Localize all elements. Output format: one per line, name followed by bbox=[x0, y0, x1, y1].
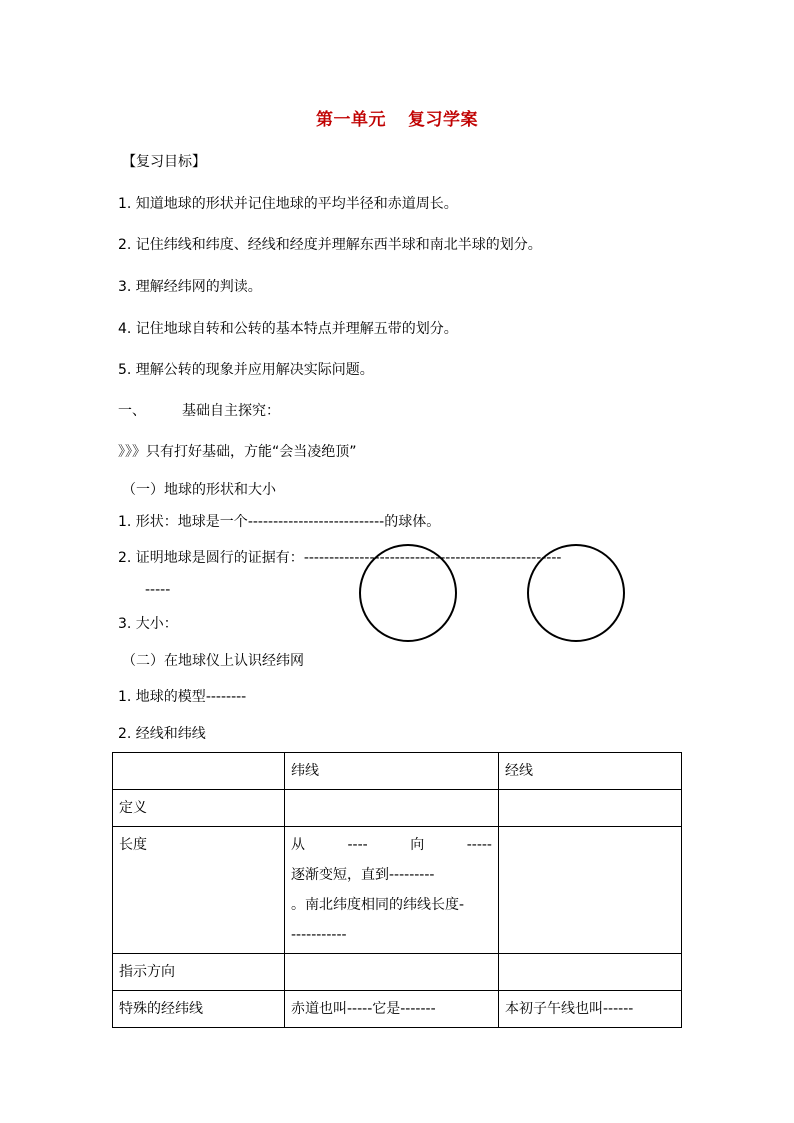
table-cell bbox=[499, 954, 682, 991]
length-text: 逐渐变短，直到--------- bbox=[291, 867, 435, 883]
goal-item-4: 4. 记住地球自转和公转的基本特点并理解五带的划分。 bbox=[118, 321, 458, 337]
section-label: 基础自主探究： bbox=[182, 403, 280, 419]
question-evidence bbox=[118, 547, 561, 567]
latitude-longitude-table bbox=[112, 752, 682, 1028]
table-row bbox=[113, 954, 682, 991]
table-row bbox=[113, 827, 682, 954]
section-heading bbox=[118, 400, 280, 420]
table-header-latitude: 纬线 bbox=[285, 753, 499, 790]
goal-item-3: 3. 理解经纬网的判读。 bbox=[118, 279, 262, 295]
special-longitude-cell: 本初子午线也叫------ bbox=[499, 991, 682, 1028]
title-sub: 复习学案 bbox=[408, 110, 478, 130]
circle-drawing-right bbox=[527, 544, 625, 642]
subsection-shape: （一）地球的形状和大小 bbox=[122, 482, 276, 498]
question-shape-text: 1. 形状：地球是一个 bbox=[118, 514, 248, 530]
table-cell bbox=[285, 790, 499, 827]
fill-blank: --------------------------- bbox=[247, 514, 385, 530]
row-label-definition: 定义 bbox=[113, 790, 285, 827]
table-row bbox=[113, 991, 682, 1028]
motto: 》》》只有打好基础，方能“会当凌绝顶” bbox=[118, 444, 357, 460]
title-main: 第一单元 bbox=[316, 110, 386, 130]
table-cell bbox=[285, 954, 499, 991]
table-cell bbox=[499, 827, 682, 954]
length-text: 。南北纬度相同的纬线长度- bbox=[291, 897, 465, 913]
goal-item-1: 1. 知道地球的形状并记住地球的平均半径和赤道周长。 bbox=[118, 196, 458, 212]
table-cell bbox=[499, 790, 682, 827]
row-label-direction: 指示方向 bbox=[113, 954, 285, 991]
table-header-cell bbox=[113, 753, 285, 790]
fill-blank: --------------------------------------------------- bbox=[303, 550, 562, 566]
length-latitude-cell bbox=[285, 827, 499, 954]
fill-blank: -------- bbox=[205, 689, 247, 705]
length-text: 从 bbox=[291, 837, 305, 853]
section-number: 一、 bbox=[118, 403, 146, 419]
fill-blank: ----------- bbox=[291, 927, 347, 943]
circle-drawing-left bbox=[359, 544, 457, 642]
question-lines: 2. 经线和纬线 bbox=[118, 726, 206, 742]
goals-heading: 【复习目标】 bbox=[122, 154, 206, 170]
question-shape-suffix: 的球体。 bbox=[384, 514, 441, 530]
table-header-longitude: 经线 bbox=[499, 753, 682, 790]
row-label-length: 长度 bbox=[113, 827, 285, 954]
special-latitude-cell: 赤道也叫-----它是------- bbox=[285, 991, 499, 1028]
row-label-special: 特殊的经纬线 bbox=[113, 991, 285, 1028]
goal-item-2: 2. 记住纬线和纬度、经线和经度并理解东西半球和南北半球的划分。 bbox=[118, 237, 542, 253]
table-row bbox=[113, 753, 682, 790]
fill-blank: ----- bbox=[466, 837, 492, 853]
goal-item-5: 5. 理解公转的现象并应用解决实际问题。 bbox=[118, 362, 374, 378]
length-text: 向 bbox=[410, 837, 425, 853]
question-model-text: 1. 地球的模型 bbox=[118, 689, 206, 705]
table-row bbox=[113, 790, 682, 827]
question-model bbox=[118, 686, 246, 706]
page-title bbox=[0, 105, 794, 130]
subsection-grid: （二）在地球仪上认识经纬网 bbox=[122, 653, 304, 669]
question-size: 3. 大小： bbox=[118, 616, 178, 632]
fill-blank: ---- bbox=[347, 837, 368, 853]
question-shape bbox=[118, 511, 440, 531]
fill-blank-continued: ----- bbox=[145, 582, 171, 598]
question-evidence-text: 2. 证明地球是圆行的证据有： bbox=[118, 550, 304, 566]
